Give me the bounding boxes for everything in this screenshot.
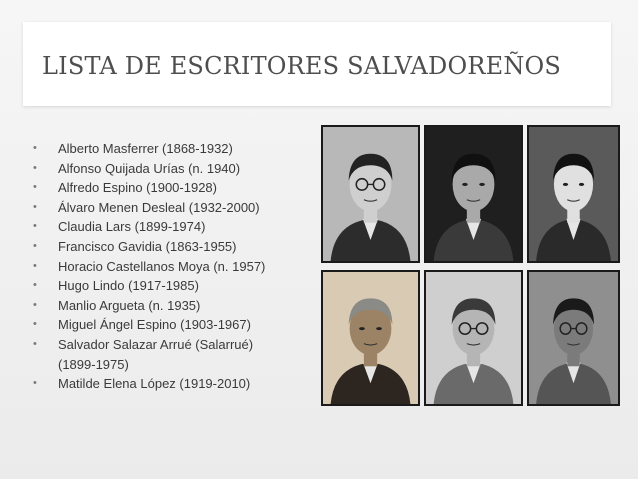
writer-name: Horacio Castellanos Moya (n. 1957) — [58, 258, 266, 274]
portrait-photo-6 — [527, 270, 620, 406]
portrait-image — [426, 127, 521, 261]
bullet: • — [33, 298, 37, 311]
portrait-photo-4 — [321, 270, 420, 406]
writer-name: Salvador Salazar Arrué (Salarrué) — [58, 336, 254, 352]
slide-title: LISTA DE ESCRITORES SALVADOREÑOS — [42, 52, 562, 80]
writers-list — [33, 139, 313, 394]
list-item — [33, 335, 313, 374]
list-item — [33, 276, 313, 296]
writer-dates: (1899-1975) — [58, 356, 129, 372]
portrait-eye-left — [563, 183, 568, 186]
list-item — [33, 217, 313, 237]
bullet: • — [33, 377, 37, 390]
portrait-eye-right — [579, 183, 584, 186]
portrait-eye-left — [359, 327, 365, 330]
writer-name: Álvaro Menen Desleal (1932-2000) — [58, 199, 260, 215]
bullet: • — [33, 220, 37, 233]
list-item — [33, 315, 313, 335]
writer-name: Alfredo Espino (1900-1928) — [58, 180, 217, 196]
portrait-image — [323, 272, 418, 404]
list-item — [33, 237, 313, 257]
writer-name: Francisco Gavidia (1863-1955) — [58, 238, 237, 254]
writer-name: Matilde Elena López (1919-2010) — [58, 376, 251, 392]
list-item — [33, 178, 313, 198]
bullet: • — [33, 259, 37, 272]
writer-name: Hugo Lindo (1917-1985) — [58, 278, 199, 294]
bullet: • — [33, 318, 37, 331]
list-item — [33, 159, 313, 179]
portrait-photo-3 — [527, 125, 620, 263]
list-item — [33, 257, 313, 277]
writer-name: Claudia Lars (1899-1974) — [58, 219, 206, 235]
portrait-photo-5 — [424, 270, 523, 406]
bullet: • — [33, 239, 37, 252]
writer-name: Manlio Argueta (n. 1935) — [58, 297, 201, 313]
writer-name: Miguel Ángel Espino (1903-1967) — [58, 317, 251, 333]
bullet: • — [33, 337, 37, 350]
list-item — [33, 198, 313, 218]
portrait-eye-right — [376, 327, 382, 330]
portrait-image — [529, 127, 618, 261]
portrait-photo-1 — [321, 125, 420, 263]
bullet: • — [33, 200, 37, 213]
portrait-image — [529, 272, 618, 404]
portrait-image — [323, 127, 418, 261]
bullet: • — [33, 161, 37, 174]
bullet: • — [33, 142, 37, 154]
list-item — [33, 296, 313, 316]
title-box — [23, 22, 611, 106]
list-item — [33, 139, 313, 159]
list-item — [33, 374, 313, 394]
bullet: • — [33, 181, 37, 194]
bullet: • — [33, 279, 37, 292]
portrait-photo-2 — [424, 125, 523, 263]
writer-name: Alfonso Quijada Urías (n. 1940) — [58, 160, 241, 176]
portrait-image — [426, 272, 521, 404]
portrait-eye-right — [479, 183, 485, 186]
portrait-eye-left — [462, 183, 468, 186]
writer-name: Alberto Masferrer (1868-1932) — [58, 141, 233, 156]
